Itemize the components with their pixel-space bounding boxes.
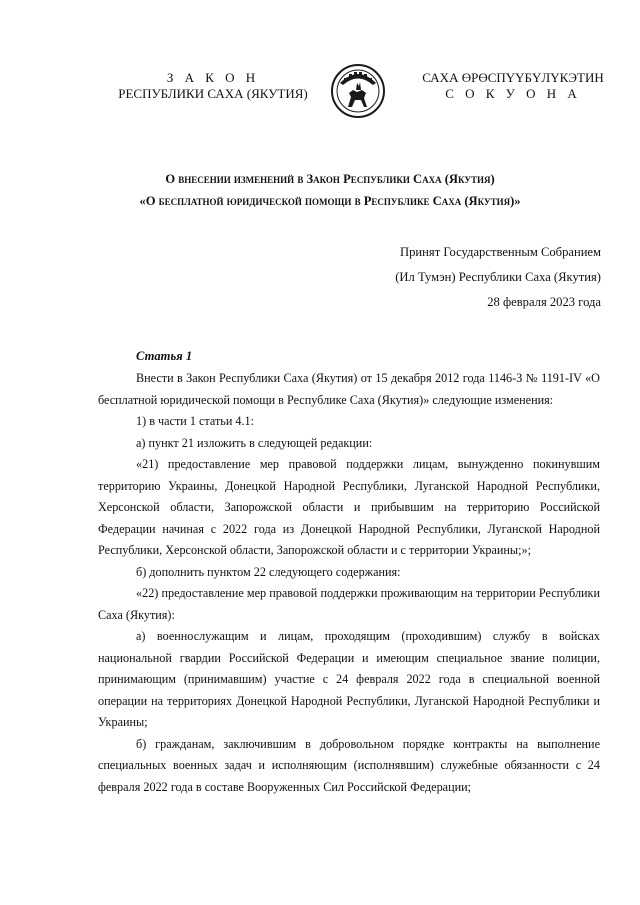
adoption-line-2: (Ил Тумэн) Республики Саха (Якутия) [395,270,601,284]
header-right-law-word: С О К У О Н А [445,86,581,101]
article-body [98,368,600,798]
paragraph: 1) в части 1 статьи 4.1: [136,414,255,428]
paragraph: Внести в Закон Республики Саха (Якутия) от 15 декабря 2012 года 1146-З № 1191-IV «О бесплатной юридической помощи в Республике Саха (Якутия)» следующие изменения: [98,371,600,407]
title-line-1: О внесении изменений в Закон Республики Саха (Якутия) [165,172,495,186]
paragraph: «22) предоставление мер правовой поддержки проживающим на территории Республики Саха (Якутия): [98,586,600,622]
paragraph: а) пункт 21 изложить в следующей редакции: [136,435,373,450]
adoption-date: 28 февраля 2023 года [487,295,601,309]
paragraph: б) гражданам, заключившим в добровольном порядке контракты на выполнение специальных военных задач и исполняющим (исполнявшим) служебные обязанности с 24 февраля 2022 года в составе Вооруженных Сил Российской Федерации; [98,736,600,794]
header-left-republic: РЕСПУБЛИКИ САХА (ЯКУТИЯ) [118,86,308,101]
paragraph: а) военнослужащим и лицам, проходящим (проходившим) службу в войсках национальной гвардии Российской Федерации и имеющим специальное звание полиции, принимающим (принимавшим) участие с 24 февраля 2022 года в специальной военной операции на территориях Донецкой Народной Республики, Луганской Народной Республики и Украины; [98,629,600,729]
coat-of-arms-icon [330,63,386,119]
title-line-2: «О бесплатной юридической помощи в Республике Саха (Якутия)» [139,194,521,208]
header-right-republic: САХА ӨРӨСПҮҮБҮЛҮКЭТИН [422,70,604,85]
article-heading: Статья 1 [136,349,193,363]
paragraph: б) дополнить пунктом 22 следующего содержания: [136,564,401,579]
header-left-block [108,70,318,102]
adoption-block [301,240,601,315]
document-title [100,168,560,212]
header-right-block [398,70,628,102]
header-left-law-word: З А К О Н [166,70,260,85]
paragraph: «21) предоставление мер правовой поддержки лицам, вынужденно покинувшим территорию Украины, Донецкой Народной Республики, Луганской Народной Республики, Херсонской области, Запорожской области и прибывшим на территорию Российской Федерации начиная с 2022 года из Донецкой Народной Республики, Луганской Народной Республики, Херсонской области, Запорожской области и с территории Украины;»; [98,457,600,557]
adoption-line-1: Принят Государственным Собранием [400,245,601,259]
